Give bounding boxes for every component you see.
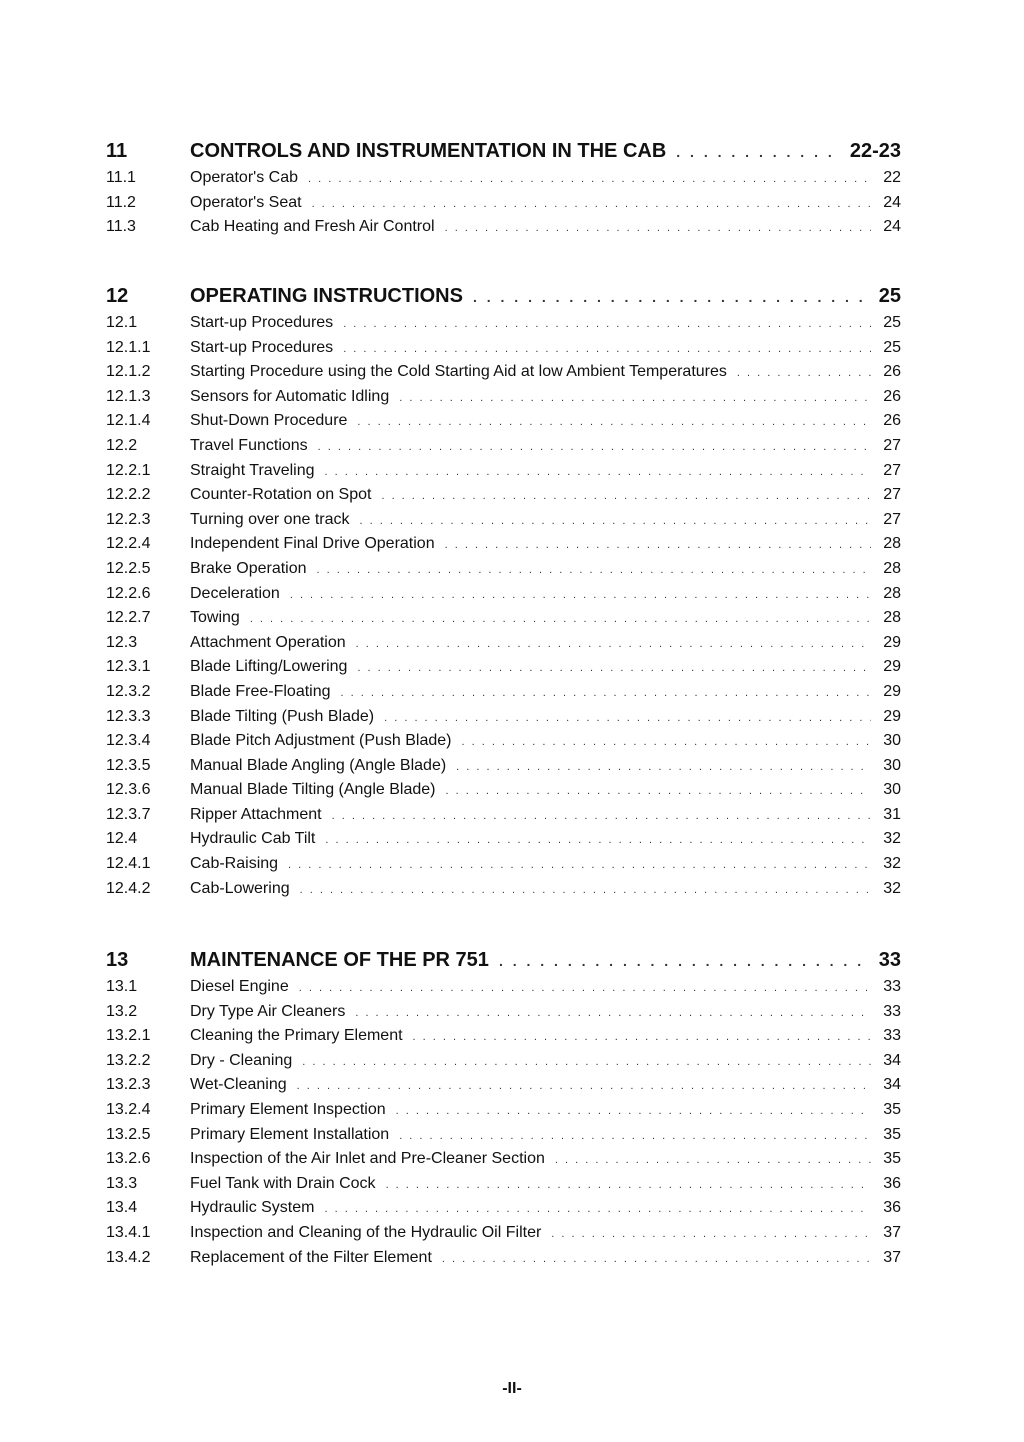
dot-leader — [676, 137, 840, 167]
entry-title: Manual Blade Angling (Angle Blade) — [190, 756, 447, 774]
dot-leader — [461, 730, 871, 755]
entry-title: Primary Element Inspection — [190, 1100, 386, 1118]
entry-title: Sensors for Automatic Idling — [190, 387, 390, 405]
dot-leader — [399, 1124, 871, 1149]
entry-page: 32 — [883, 830, 901, 848]
entry-title: Independent Final Drive Operation — [190, 535, 435, 553]
toc-entry[interactable] — [106, 1172, 901, 1197]
section-number: 13 — [106, 949, 129, 971]
dot-leader — [384, 706, 871, 731]
entry-number: 12.2.7 — [106, 609, 151, 627]
entry-page: 37 — [883, 1248, 901, 1266]
dot-leader — [399, 386, 871, 411]
entry-page: 32 — [883, 879, 901, 897]
entry-page: 28 — [883, 609, 901, 627]
dot-leader — [357, 410, 871, 435]
dot-leader — [300, 878, 871, 903]
entry-title: Manual Blade Tilting (Angle Blade) — [190, 781, 436, 799]
entry-title: Hydraulic Cab Tilt — [190, 830, 316, 848]
toc-entry[interactable] — [106, 1196, 901, 1221]
toc-entry[interactable] — [106, 532, 901, 557]
toc-entry[interactable] — [106, 1049, 901, 1074]
toc-entry[interactable] — [106, 729, 901, 754]
entry-page: 26 — [883, 387, 901, 405]
entry-title: Inspection and Cleaning of the Hydraulic Oil Filter — [190, 1223, 542, 1241]
entry-page: 29 — [883, 707, 901, 725]
entry-page: 27 — [883, 461, 901, 479]
entry-number: 12.1 — [106, 314, 138, 331]
toc-entry[interactable] — [106, 705, 901, 730]
toc-entry[interactable] — [106, 409, 901, 434]
entry-title: Inspection of the Air Inlet and Pre-Cleaner Section — [190, 1150, 545, 1168]
dot-leader — [356, 632, 871, 657]
dot-leader — [456, 755, 871, 780]
toc-entry[interactable] — [106, 215, 901, 240]
toc-entry[interactable] — [106, 434, 901, 459]
dot-leader — [555, 1148, 871, 1173]
entry-title: Cleaning the Primary Element — [190, 1027, 403, 1045]
entry-page: 28 — [883, 535, 901, 553]
toc-entry[interactable] — [106, 582, 901, 607]
section-number: 11 — [106, 140, 128, 162]
toc-entry[interactable] — [106, 1147, 901, 1172]
dot-leader — [332, 804, 871, 829]
toc-entry[interactable] — [106, 1246, 901, 1271]
entry-number: 12.2.3 — [106, 510, 151, 528]
entry-title: Shut-Down Procedure — [190, 412, 348, 430]
entry-page: 35 — [883, 1125, 901, 1143]
entry-title: Towing — [190, 609, 240, 627]
toc-entry[interactable] — [106, 1123, 901, 1148]
toc-entry[interactable] — [106, 1073, 901, 1098]
entry-page: 35 — [883, 1100, 901, 1118]
dot-leader — [442, 1247, 871, 1272]
toc-entry[interactable] — [106, 1221, 901, 1246]
entry-page: 30 — [883, 756, 901, 774]
toc-entry[interactable] — [106, 557, 901, 582]
page-number: -II- — [502, 1380, 522, 1397]
entry-number: 11.2 — [106, 193, 136, 211]
section-heading[interactable] — [106, 281, 901, 311]
dot-leader — [445, 779, 871, 804]
entry-title: Wet-Cleaning — [190, 1076, 287, 1094]
toc-entry[interactable] — [106, 754, 901, 779]
toc-entry[interactable] — [106, 852, 901, 877]
entry-page: 27 — [883, 510, 901, 528]
entry-number: 12.3.1 — [106, 658, 151, 676]
entry-page: 30 — [883, 732, 901, 750]
section-page: 33 — [878, 949, 901, 971]
dot-leader — [288, 853, 871, 878]
dot-leader — [343, 337, 871, 362]
entry-page: 36 — [883, 1199, 901, 1217]
section-title: OPERATING INSTRUCTIONS — [190, 285, 463, 307]
dot-leader — [318, 435, 871, 460]
entry-title: Starting Procedure using the Cold Starting Aid at low Ambient Temperatures — [190, 363, 727, 381]
entry-number: 13.2.3 — [106, 1076, 151, 1094]
toc-entry[interactable] — [106, 385, 901, 410]
entry-title: Primary Element Installation — [190, 1125, 390, 1143]
entry-page: 28 — [883, 559, 901, 577]
entry-page: 25 — [883, 314, 901, 331]
entry-page: 33 — [883, 978, 901, 995]
table-of-contents — [106, 0, 901, 1442]
toc-entry[interactable] — [106, 631, 901, 656]
toc-entry[interactable] — [106, 1098, 901, 1123]
entry-title: Ripper Attachment — [190, 805, 322, 823]
entry-page: 37 — [883, 1223, 901, 1241]
entry-page: 28 — [883, 584, 901, 602]
entry-page: 34 — [883, 1051, 901, 1069]
entry-number: 13.2.5 — [106, 1125, 151, 1143]
entry-title: Operator's Cab — [190, 169, 298, 186]
toc-entry[interactable] — [106, 508, 901, 533]
entry-title: Start-up Procedures — [190, 338, 334, 356]
entry-page: 36 — [883, 1174, 901, 1192]
entry-title: Straight Traveling — [190, 461, 315, 479]
entry-number: 11.3 — [106, 218, 136, 236]
entry-number: 12.2.2 — [106, 486, 151, 504]
dot-leader — [308, 167, 871, 192]
toc-entry[interactable] — [106, 459, 901, 484]
entry-page: 31 — [883, 805, 901, 823]
section-number: 12 — [106, 285, 129, 307]
entry-page: 27 — [883, 436, 901, 454]
toc-entry[interactable] — [106, 803, 901, 828]
entry-number: 13.2 — [106, 1002, 138, 1020]
entry-page: 24 — [883, 193, 901, 211]
entry-title: Blade Tilting (Push Blade) — [190, 707, 375, 725]
entry-title: Operator's Seat — [190, 193, 302, 211]
dot-leader — [445, 533, 871, 558]
dot-leader — [290, 583, 871, 608]
entry-title: Start-up Procedures — [190, 314, 334, 331]
toc-entry[interactable] — [106, 778, 901, 803]
dot-leader — [250, 607, 871, 632]
entry-title: Deceleration — [190, 584, 280, 602]
entry-title: Dry - Cleaning — [190, 1051, 293, 1069]
entry-title: Cab-Raising — [190, 855, 279, 873]
entry-number: 12.1.4 — [106, 412, 151, 430]
entry-page: 22 — [883, 169, 901, 186]
entry-page: 29 — [883, 682, 901, 700]
entry-page: 26 — [883, 412, 901, 430]
entry-number: 13.2.6 — [106, 1150, 151, 1168]
entry-number: 12.2 — [106, 436, 138, 454]
entry-title: Cab-Lowering — [190, 879, 290, 897]
toc-entry[interactable] — [106, 877, 901, 902]
entry-number: 13.2.2 — [106, 1051, 151, 1069]
entry-page: 35 — [883, 1150, 901, 1168]
entry-number: 12.2.5 — [106, 559, 151, 577]
toc-entry[interactable] — [106, 655, 901, 680]
entry-number: 11.1 — [106, 169, 136, 186]
entry-number: 12.4.2 — [106, 879, 151, 897]
dot-leader — [325, 828, 871, 853]
section-title: CONTROLS AND INSTRUMENTATION IN THE CAB — [190, 140, 667, 162]
entry-number: 12.2.4 — [106, 535, 151, 553]
entry-number: 12.2.6 — [106, 584, 151, 602]
toc-entry[interactable] — [106, 1024, 901, 1049]
dot-leader — [357, 656, 871, 681]
toc-entry[interactable] — [106, 975, 901, 1000]
toc-entry[interactable] — [106, 483, 901, 508]
dot-leader — [499, 946, 869, 976]
dot-leader — [413, 1025, 871, 1050]
section-page: 25 — [878, 285, 901, 307]
section-title: MAINTENANCE OF THE PR 751 — [190, 949, 489, 971]
entry-title: Travel Functions — [190, 436, 308, 454]
toc-entry[interactable] — [106, 680, 901, 705]
dot-leader — [302, 1050, 871, 1075]
entry-number: 13.4 — [106, 1199, 138, 1217]
entry-number: 12.3.7 — [106, 805, 151, 823]
dot-leader — [312, 192, 871, 217]
entry-page: 24 — [883, 218, 901, 236]
dot-leader — [355, 1001, 871, 1026]
entry-number: 13.4.2 — [106, 1248, 151, 1266]
entry-number: 12.3.6 — [106, 781, 151, 799]
entry-title: Attachment Operation — [190, 633, 346, 651]
dot-leader — [343, 312, 871, 337]
entry-number: 12.3.4 — [106, 732, 151, 750]
entry-page: 33 — [883, 1002, 901, 1020]
entry-number: 12.1.1 — [106, 338, 151, 356]
entry-title: Diesel Engine — [190, 978, 289, 995]
toc-entry[interactable] — [106, 191, 901, 216]
entry-number: 12.4 — [106, 830, 138, 848]
section-heading[interactable] — [106, 136, 901, 166]
section-page: 22-23 — [849, 140, 901, 162]
toc-section-11 — [106, 136, 901, 240]
entry-number: 13.3 — [106, 1174, 138, 1192]
entry-number: 12.3 — [106, 633, 138, 651]
toc-entry[interactable] — [106, 336, 901, 361]
entry-title: Fuel Tank with Drain Cock — [190, 1174, 376, 1192]
entry-number: 12.2.1 — [106, 461, 151, 479]
toc-section-12 — [106, 281, 901, 901]
entry-page: 26 — [883, 363, 901, 381]
dot-leader — [737, 361, 871, 386]
entry-number: 13.4.1 — [106, 1223, 151, 1241]
entry-number: 13.2.1 — [106, 1027, 151, 1045]
entry-number: 13.1 — [106, 978, 138, 995]
entry-title: Blade Lifting/Lowering — [190, 658, 348, 676]
entry-number: 12.1.2 — [106, 363, 151, 381]
toc-entry[interactable] — [106, 827, 901, 852]
toc-entry[interactable] — [106, 360, 901, 385]
dot-leader — [297, 1074, 871, 1099]
entry-title: Hydraulic System — [190, 1199, 315, 1217]
entry-title: Brake Operation — [190, 559, 307, 577]
toc-entry[interactable] — [106, 166, 901, 191]
entry-number: 12.3.5 — [106, 756, 151, 774]
entry-title: Replacement of the Filter Element — [190, 1248, 432, 1266]
toc-entry[interactable] — [106, 606, 901, 631]
dot-leader — [381, 484, 871, 509]
entry-page: 25 — [883, 338, 901, 356]
entry-page: 33 — [883, 1027, 901, 1045]
dot-leader — [299, 976, 871, 1001]
entry-page: 29 — [883, 633, 901, 651]
dot-leader — [341, 681, 871, 706]
dot-leader — [473, 282, 869, 312]
dot-leader — [551, 1222, 871, 1247]
toc-section-13 — [106, 945, 901, 1270]
dot-leader — [386, 1173, 871, 1198]
entry-number: 12.1.3 — [106, 387, 151, 405]
toc-entry[interactable] — [106, 311, 901, 336]
entry-number: 12.4.1 — [106, 855, 151, 873]
entry-page: 32 — [883, 855, 901, 873]
entry-page: 30 — [883, 781, 901, 799]
dot-leader — [445, 216, 871, 241]
dot-leader — [325, 460, 871, 485]
dot-leader — [396, 1099, 871, 1124]
dot-leader — [317, 558, 871, 583]
entry-number: 12.3.3 — [106, 707, 151, 725]
entry-page: 34 — [883, 1076, 901, 1094]
entry-title: Cab Heating and Fresh Air Control — [190, 218, 435, 236]
entry-page: 29 — [883, 658, 901, 676]
entry-title: Dry Type Air Cleaners — [190, 1002, 346, 1020]
entry-title: Counter-Rotation on Spot — [190, 486, 372, 504]
entry-number: 12.3.2 — [106, 682, 151, 700]
dot-leader — [359, 509, 871, 534]
dot-leader — [324, 1197, 871, 1222]
section-heading[interactable] — [106, 945, 901, 975]
entry-number: 13.2.4 — [106, 1100, 151, 1118]
entry-title: Turning over one track — [190, 510, 350, 528]
entry-title: Blade Free-Floating — [190, 682, 331, 700]
entry-title: Blade Pitch Adjustment (Push Blade) — [190, 732, 452, 750]
entry-page: 27 — [883, 486, 901, 504]
toc-entry[interactable] — [106, 1000, 901, 1025]
